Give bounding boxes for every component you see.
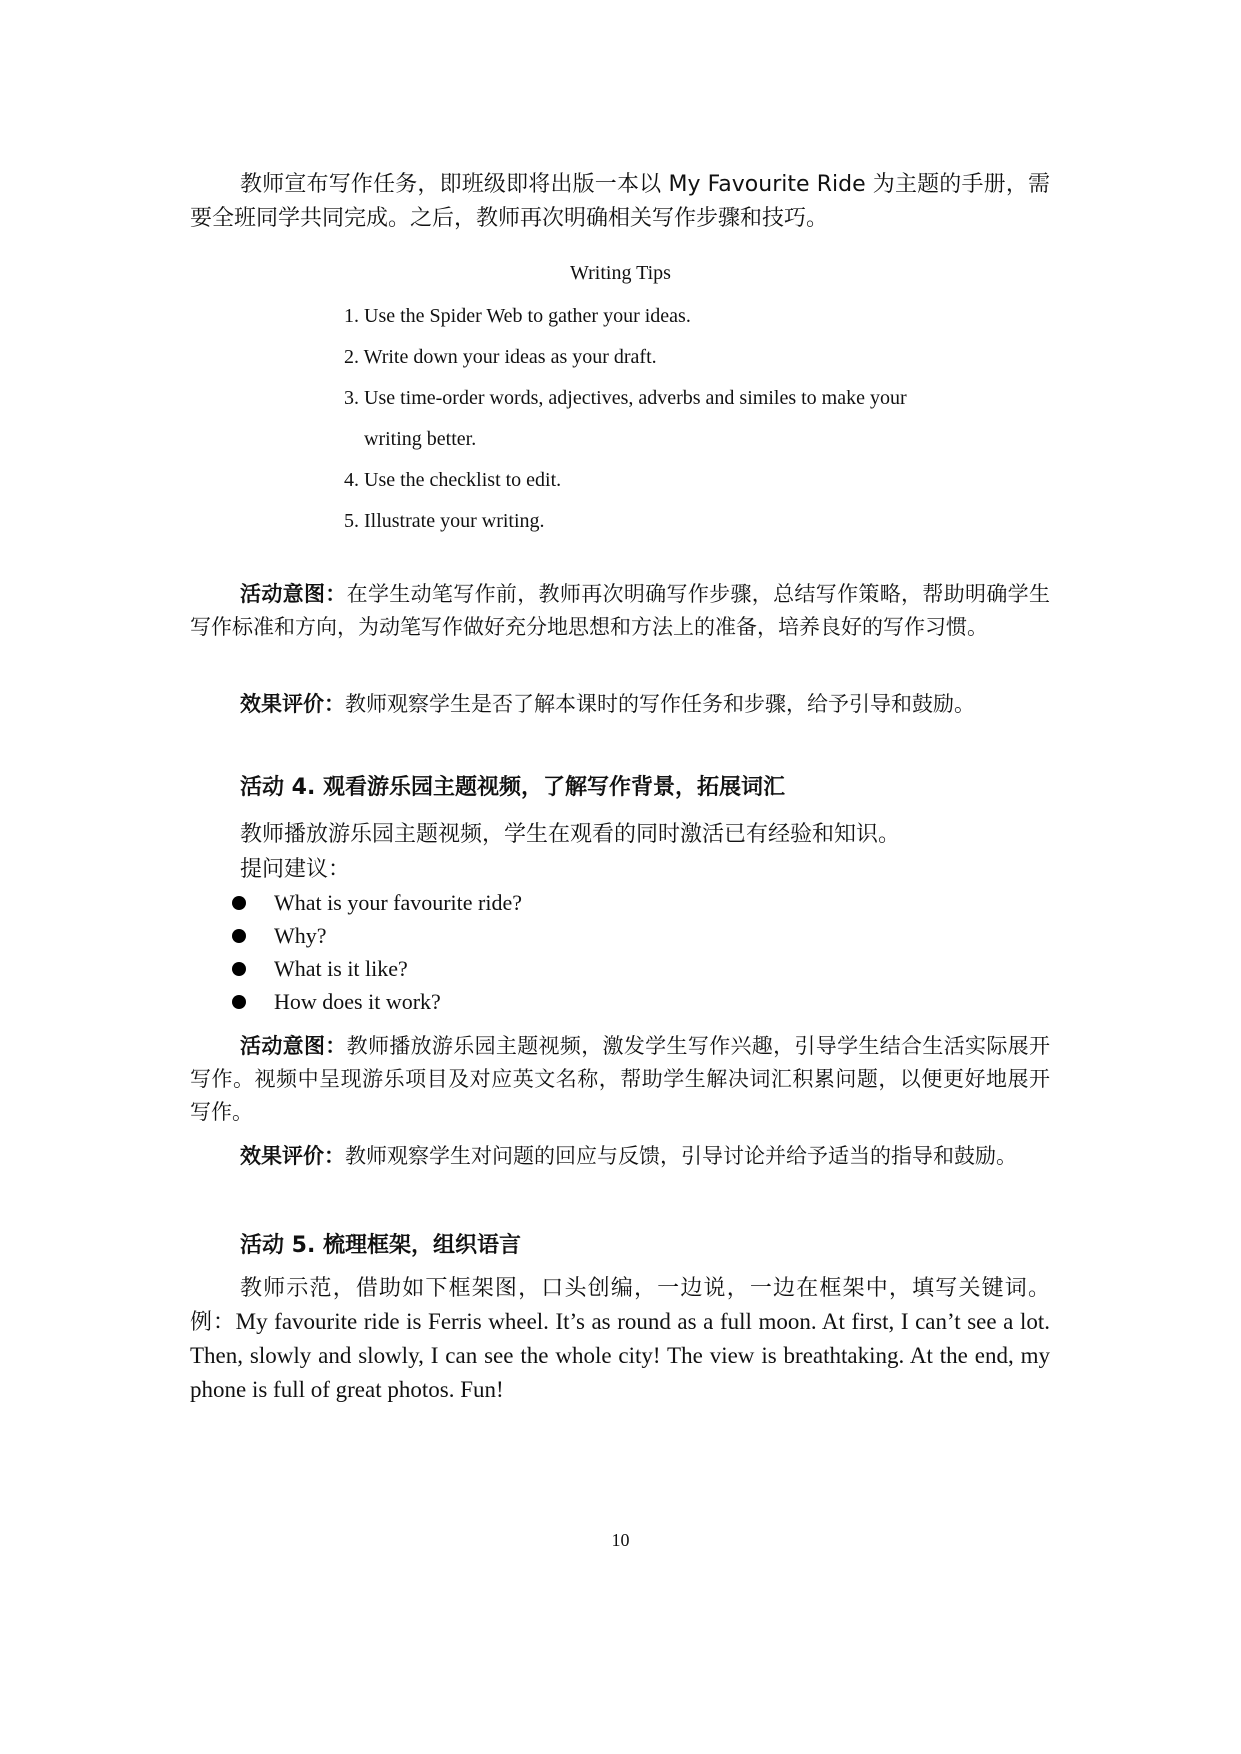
evaluation-text: 教师观察学生是否了解本课时的写作任务和步骤，给予引导和鼓励。 <box>345 692 975 716</box>
activity-4-heading: 活动 4. 观看游乐园主题视频，了解写作背景，拓展词汇 <box>240 775 785 800</box>
question-text: Why? <box>274 923 327 948</box>
writing-tip-item: 2. Write down your ideas as your draft. <box>344 346 657 368</box>
question-item <box>232 886 522 919</box>
question-text: What is your favourite ride? <box>274 890 523 915</box>
evaluation-paragraph <box>190 688 1050 721</box>
activity-purpose-label: 活动意图： <box>240 1034 347 1058</box>
activity-purpose-paragraph <box>190 578 1050 644</box>
activity-purpose-paragraph <box>190 1030 1050 1129</box>
question-list <box>232 886 522 1018</box>
page-number: 10 <box>611 1530 630 1550</box>
question-item <box>232 919 522 952</box>
writing-tip-item: 4. Use the checklist to edit. <box>344 469 562 491</box>
writing-tips-title: Writing Tips <box>570 262 671 284</box>
activity-5-heading: 活动 5. 梳理框架，组织语言 <box>240 1233 521 1258</box>
activity-5-paragraph <box>190 1272 1050 1407</box>
question-text: How does it work? <box>274 989 441 1014</box>
activity-purpose-label: 活动意图： <box>240 582 347 606</box>
activity-purpose-text: 在学生动笔写作前，教师再次明确写作步骤，总结写作策略，帮助明确学生写作标准和方向，为动笔写作做好充分地思想和方法上的准备，培养良好的写作习惯。 <box>190 582 1051 639</box>
writing-tips-list <box>344 296 964 542</box>
evaluation-label: 效果评价： <box>240 1144 345 1168</box>
question-item <box>232 985 522 1018</box>
intro-paragraph: 教师宣布写作任务，即班级即将出版一本以 My Favourite Ride 为主题的手册，需要全班同学共同完成。之后，教师再次明确相关写作步骤和技巧。 <box>190 172 1050 231</box>
evaluation-label: 效果评价： <box>240 692 345 716</box>
prompt-label: 提问建议： <box>240 857 351 882</box>
evaluation-text: 教师观察学生对问题的回应与反馈，引导讨论并给予适当的指导和鼓励。 <box>345 1144 1017 1168</box>
bullet-icon <box>232 995 246 1009</box>
writing-tip-item: 3. Use time-order words, adjectives, adverbs and similes to make your writing better. <box>344 387 907 450</box>
evaluation-paragraph <box>190 1140 1050 1173</box>
bullet-icon <box>232 929 246 943</box>
question-text: What is it like? <box>274 956 408 981</box>
activity-purpose-text: 教师播放游乐园主题视频，激发学生写作兴趣，引导学生结合生活实际展开写作。视频中呈现游乐项目及对应英文名称，帮助学生解决词汇积累问题，以便更好地展开写作。 <box>190 1034 1051 1124</box>
bullet-icon <box>232 962 246 976</box>
bullet-icon <box>232 896 246 910</box>
activity-4-paragraph: 教师播放游乐园主题视频，学生在观看的同时激活已有经验和知识。 <box>240 822 901 847</box>
question-item <box>232 952 522 985</box>
activity-5-text-cn: 教师示范，借助如下框架图，口头创编，一边说，一边在框架中，填写关键词。例： <box>190 1276 1050 1335</box>
writing-tip-item: 5. Illustrate your writing. <box>344 510 545 532</box>
writing-tip-item: 1. Use the Spider Web to gather your ideas. <box>344 305 691 327</box>
activity-5-text-en: My favourite ride is Ferris wheel. It’s as round as a full moon. At first, I can’t see a lot. Then, slowly and slowly, I can see the whole city! The view is breathtaking. At the end, my phone is full of great photos. Fun! <box>190 1309 1050 1402</box>
